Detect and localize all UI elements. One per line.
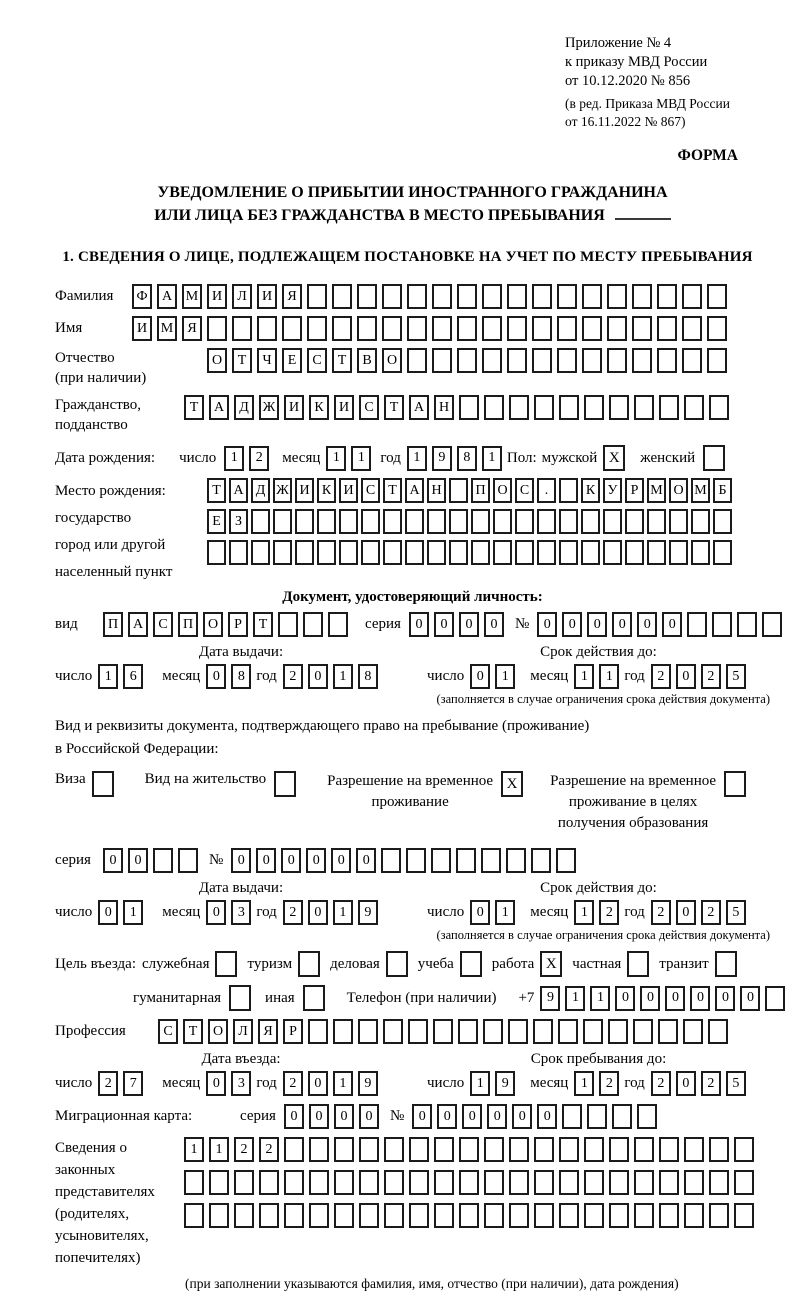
issue-date-label: Дата выдачи: <box>198 644 284 660</box>
permit-series-cells[interactable]: 0 0 <box>103 848 203 873</box>
birth-date-label: Дата рождения: <box>55 449 156 466</box>
purpose-study-label: учеба <box>417 955 454 972</box>
permit-number-cells[interactable]: 0 0 0 0 0 0 <box>231 848 581 873</box>
profession-cells[interactable]: С Т О Л Я Р <box>158 1019 733 1044</box>
month-label: месяц <box>162 668 201 684</box>
day-label: число <box>427 904 465 920</box>
day-label: число <box>427 668 465 684</box>
identity-doc-heading: Документ, удостоверяющий личность: <box>282 589 543 605</box>
year-label: год <box>256 904 277 920</box>
residence-permit-checkbox[interactable] <box>274 771 296 797</box>
representatives-block <box>55 1137 770 1269</box>
valid-until-label: Срок действия до: <box>540 644 657 660</box>
entry-dates-block <box>55 1051 770 1096</box>
purpose-row <box>55 951 770 977</box>
profession-label: Профессия <box>55 1023 126 1039</box>
citizenship-row <box>55 395 770 435</box>
identity-doc-row <box>55 612 770 637</box>
day-label: число <box>179 449 217 466</box>
birth-date-row <box>55 445 770 471</box>
permit-issue-month-cells[interactable]: 0 3 <box>206 900 256 925</box>
citizenship-cells[interactable]: Т А Д Ж И К И С Т А Н <box>184 395 734 420</box>
sex-male-checkbox[interactable]: X <box>603 445 625 471</box>
surname-label: Фамилия <box>55 288 114 304</box>
identity-dates-block <box>55 644 770 707</box>
temp-edu-checkbox[interactable] <box>724 771 746 797</box>
stay-until-label: Срок пребывания до: <box>530 1051 667 1067</box>
permit-valid-year-cells[interactable]: 2 0 2 5 <box>651 900 751 925</box>
purpose-business-label: деловая <box>330 955 380 972</box>
sex-female-checkbox[interactable] <box>703 445 725 471</box>
day-label: число <box>55 668 93 684</box>
stay-day-cells[interactable]: 1 9 <box>470 1071 520 1096</box>
birth-month-cells[interactable]: 1 1 <box>326 446 376 471</box>
entry-month-cells[interactable]: 0 3 <box>206 1071 256 1096</box>
section1-heading: 1. СВЕДЕНИЯ О ЛИЦЕ, ПОДЛЕЖАЩЕМ ПОСТАНОВКЕ НА УЧЕТ ПО МЕСТУ ПРЕБЫВАНИЯ <box>62 249 753 265</box>
phone-label: Телефон (при наличии) <box>346 989 497 1006</box>
revision-line: от 16.11.2022 № 867) <box>565 114 686 129</box>
purpose-work-checkbox[interactable]: X <box>540 951 562 977</box>
purpose-transit-label: транзит <box>659 955 709 972</box>
birthplace-cells-row1[interactable]: Т А Д Ж И К И С Т А Н П О С . К У Р М О М Б <box>207 478 735 503</box>
appendix-line: Приложение № 4 <box>565 35 672 51</box>
id-issue-day-cells[interactable]: 1 6 <box>98 664 148 689</box>
month-label: месяц <box>282 449 321 466</box>
purpose-work-label: работа <box>491 955 535 972</box>
id-issue-year-cells[interactable]: 2 0 1 8 <box>283 664 383 689</box>
revision-block <box>565 95 770 131</box>
title-blank-underline <box>615 206 671 220</box>
given-name-row <box>55 316 770 341</box>
migration-card-label: Миграционная карта: <box>55 1108 193 1124</box>
phone-prefix: +7 <box>518 989 535 1006</box>
id-valid-year-cells[interactable]: 2 0 2 5 <box>651 664 751 689</box>
permit-valid-month-cells[interactable]: 1 2 <box>574 900 624 925</box>
permit-valid-day-cells[interactable]: 0 1 <box>470 900 520 925</box>
migration-card-row <box>55 1104 770 1129</box>
purpose-other-label: иная <box>265 989 295 1006</box>
document-title <box>55 181 770 227</box>
permit-text: Вид и реквизиты документа, подтверждающего право на пребывание (проживание) в Российской Федерации: <box>55 718 590 757</box>
representatives-cells-row2[interactable] <box>184 1170 759 1195</box>
number-sign: № <box>514 616 530 632</box>
given-name-label: Имя <box>55 320 83 336</box>
id-valid-month-cells[interactable]: 1 1 <box>574 664 624 689</box>
year-label: год <box>380 449 401 466</box>
sex-male-label: мужской <box>541 449 598 466</box>
restriction-note: (заполняется в случае ограничения срока действия документа) <box>436 692 770 706</box>
birthplace-cells-row3[interactable] <box>207 540 735 565</box>
permit-dates-block <box>55 880 770 943</box>
phone-cells[interactable]: 9 1 1 0 0 0 0 0 0 <box>540 986 790 1011</box>
representatives-label: Сведения о законных представителях (родителях, усыновителях, попечителях) <box>55 1140 155 1266</box>
birthplace-label: Место рождения: государство город или другой населенный пункт <box>55 483 173 580</box>
series-label: серия <box>55 852 91 868</box>
purpose-study-checkbox[interactable] <box>460 951 482 977</box>
month-label: месяц <box>530 904 569 920</box>
entry-day-cells[interactable]: 2 7 <box>98 1071 148 1096</box>
id-issue-month-cells[interactable]: 0 8 <box>206 664 256 689</box>
purpose-tourism-label: туризм <box>247 955 293 972</box>
temp-permit-checkbox[interactable]: X <box>501 771 523 797</box>
temp-edu-option <box>550 771 751 834</box>
representatives-rows <box>184 1137 770 1233</box>
purpose-row2 <box>133 985 770 1011</box>
year-label: год <box>624 1075 645 1091</box>
appendix-block <box>565 34 770 91</box>
temp-edu-label: Разрешение на временное проживание в целях получения образования <box>550 773 717 831</box>
visa-label: Виза <box>55 771 86 787</box>
sex-label: Пол: <box>506 449 537 466</box>
permit-issue-day-cells[interactable]: 0 1 <box>98 900 148 925</box>
appendix-line: к приказу МВД России <box>565 54 708 70</box>
representatives-cells-row3[interactable] <box>184 1203 759 1228</box>
title-line1: УВЕДОМЛЕНИЕ О ПРИБЫТИИ ИНОСТРАННОГО ГРАЖДАНИНА <box>157 184 668 201</box>
purpose-other-checkbox[interactable] <box>303 985 325 1011</box>
residence-permit-option <box>145 771 301 797</box>
entry-date-label: Дата въезда: <box>201 1051 281 1067</box>
purpose-humanitarian-checkbox[interactable] <box>229 985 251 1011</box>
doc-series-cells[interactable]: 0 0 0 0 <box>409 612 509 637</box>
birth-year-cells[interactable]: 1 9 8 1 <box>407 446 507 471</box>
representatives-cells-row1[interactable]: 1 1 2 2 <box>184 1137 759 1162</box>
surname-row <box>55 284 770 309</box>
birthplace-block <box>55 478 770 586</box>
year-label: год <box>624 668 645 684</box>
day-label: число <box>55 1075 93 1091</box>
purpose-transit-checkbox[interactable] <box>715 951 737 977</box>
permit-series-row <box>55 848 770 873</box>
month-label: месяц <box>530 1075 569 1091</box>
purpose-official-label: служебная <box>141 955 210 972</box>
series-label: серия <box>365 616 401 632</box>
id-valid-day-cells[interactable]: 0 1 <box>470 664 520 689</box>
month-label: месяц <box>162 1075 201 1091</box>
restriction-note: (заполняется в случае ограничения срока действия документа) <box>436 928 770 942</box>
surname-cells[interactable]: Ф А М И Л И Я <box>132 284 732 309</box>
purpose-official-checkbox[interactable] <box>215 951 237 977</box>
permit-issue-year-cells[interactable]: 2 0 1 9 <box>283 900 383 925</box>
permit-options-row <box>55 771 770 834</box>
form-word-label: ФОРМА <box>677 147 738 164</box>
migration-series-cells[interactable]: 0 0 0 0 <box>284 1104 384 1129</box>
visa-checkbox[interactable] <box>92 771 114 797</box>
day-label: число <box>427 1075 465 1091</box>
citizenship-label: Гражданство, подданство <box>55 397 142 433</box>
revision-line: (в ред. Приказа МВД России <box>565 96 730 111</box>
purpose-label: Цель въезда: <box>55 955 136 972</box>
birthplace-cells-row2[interactable]: Е З <box>207 509 735 534</box>
number-sign: № <box>208 852 224 868</box>
series-label: серия <box>240 1108 276 1124</box>
temp-permit-label: Разрешение на временное проживание <box>327 773 494 810</box>
doc-type-cells[interactable]: П А С П О Р Т <box>103 612 353 637</box>
temp-permit-option <box>327 771 528 813</box>
purpose-business-checkbox[interactable] <box>386 951 408 977</box>
day-label: число <box>55 904 93 920</box>
representatives-note: (при заполнении указываются фамилия, имя, отчество (при наличии), дата рождения) <box>185 1276 679 1291</box>
title-line2: ИЛИ ЛИЦА БЕЗ ГРАЖДАНСТВА В МЕСТО ПРЕБЫВАНИЯ <box>55 204 770 227</box>
birthplace-rows <box>207 478 770 570</box>
purpose-private-checkbox[interactable] <box>627 951 649 977</box>
patronymic-row <box>55 348 770 388</box>
doc-number-cells[interactable]: 0 0 0 0 0 0 <box>537 612 787 637</box>
stay-year-cells[interactable]: 2 0 2 5 <box>651 1071 751 1096</box>
patronymic-cells[interactable]: О Т Ч Е С Т В О <box>207 348 732 373</box>
stay-month-cells[interactable]: 1 2 <box>574 1071 624 1096</box>
patronymic-label: Отчество (при наличии) <box>55 350 147 386</box>
valid-until-label: Срок действия до: <box>540 880 657 896</box>
month-label: месяц <box>530 668 569 684</box>
year-label: год <box>256 1075 277 1091</box>
year-label: год <box>256 668 277 684</box>
sex-female-label: женский <box>640 449 696 466</box>
residence-permit-label: Вид на жительство <box>144 771 267 787</box>
doc-type-label: вид <box>55 616 78 632</box>
issue-date-label: Дата выдачи: <box>198 880 284 896</box>
visa-option <box>55 771 119 797</box>
number-sign: № <box>389 1108 405 1124</box>
birth-day-cells[interactable]: 1 2 <box>224 446 274 471</box>
given-name-cells[interactable]: И М Я <box>132 316 732 341</box>
purpose-private-label: частная <box>572 955 622 972</box>
appendix-line: от 10.12.2020 № 856 <box>565 73 691 89</box>
year-label: год <box>624 904 645 920</box>
entry-year-cells[interactable]: 2 0 1 9 <box>283 1071 383 1096</box>
profession-row <box>55 1019 770 1044</box>
purpose-humanitarian-label: гуманитарная <box>133 989 222 1006</box>
month-label: месяц <box>162 904 201 920</box>
migration-number-cells[interactable]: 0 0 0 0 0 0 <box>412 1104 662 1129</box>
purpose-tourism-checkbox[interactable] <box>298 951 320 977</box>
